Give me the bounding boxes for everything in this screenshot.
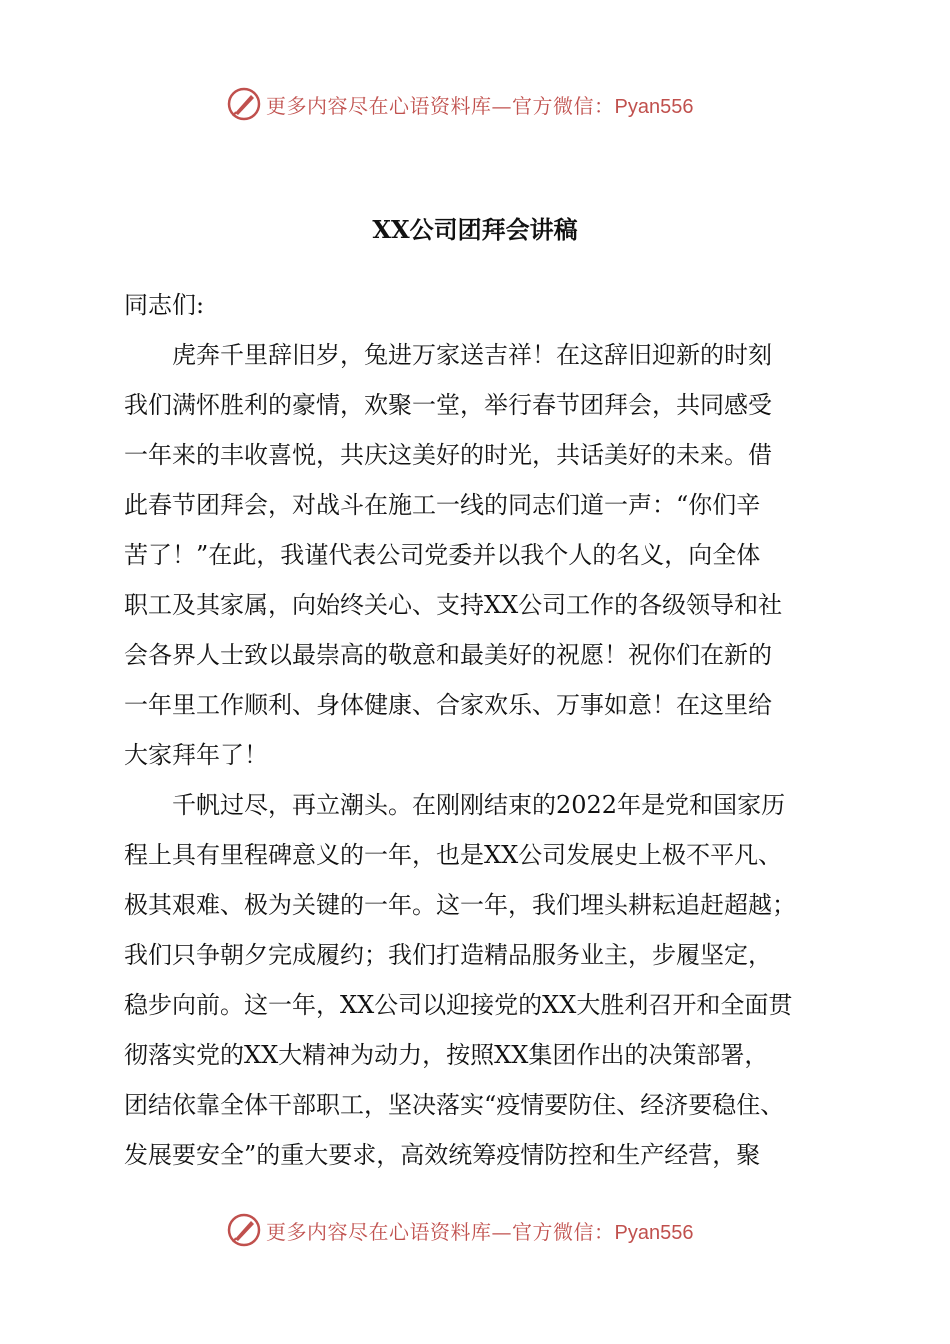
document-title: XX公司团拜会讲稿 (372, 215, 578, 244)
text-line: 彻落实党的XX大精神为动力，按照XX集团作出的决策部署， (124, 1041, 769, 1069)
text-line: 同志们: (124, 291, 205, 319)
text-line: 一年来的丰收喜悦，共庆这美好的时光，共话美好的未来。借 (124, 441, 772, 469)
text-line: 程上具有里程碑意义的一年，也是XX公司发展史上极不平凡、 (124, 841, 783, 869)
text-line: 此春节团拜会，对战斗在施工一线的同志们道一声：“你们辛 (124, 491, 761, 519)
watermark-handle: Pyan556 (614, 1221, 694, 1244)
text-line: 我们只争朝夕完成履约；我们打造精品服务业主，步履坚定， (124, 941, 772, 969)
text-line: 我们满怀胜利的豪情，欢聚一堂，举行春节团拜会，共同感受 (124, 391, 772, 419)
text-line: 团结依靠全体干部职工，坚决落实“疫情要防住、经济要稳住、 (124, 1091, 785, 1119)
text-line: 苦了！”在此，我谨代表公司党委并以我个人的名义，向全体 (124, 541, 761, 569)
text-line: 一年里工作顺利、身体健康、合家欢乐、万事如意！在这里给 (124, 691, 772, 719)
quill-logo-icon (226, 86, 262, 122)
text-line: 职工及其家属，向始终关心、支持XX公司工作的各级领导和社 (124, 591, 783, 619)
watermark-text: 更多内容尽在心语资料库—官方微信：Pyan556 (266, 1219, 694, 1244)
text-line: 发展要安全”的重大要求，高效统筹疫情防控和生产经营，聚 (124, 1141, 761, 1169)
text-line: 大家拜年了！ (124, 741, 268, 769)
document-body (124, 280, 844, 1180)
quill-logo-icon (226, 1212, 262, 1248)
text-line: 极其艰难、极为关键的一年。这一年，我们埋头耕耘追赶超越； (124, 891, 796, 919)
text-line: 稳步向前。这一年，XX公司以迎接党的XX大胜利召开和全面贯 (124, 991, 793, 1019)
text-line: 虎奔千里辞旧岁，兔进万家送吉祥！在这辞旧迎新的时刻 (124, 341, 772, 369)
watermark-handle: Pyan556 (614, 95, 694, 118)
text-line: 千帆过尽，再立潮头。在刚刚结束的2022年是党和国家历 (124, 791, 786, 819)
text-line: 会各界人士致以最崇高的敬意和最美好的祝愿！祝你们在新的 (124, 641, 772, 669)
watermark-text: 更多内容尽在心语资料库—官方微信：Pyan556 (266, 93, 694, 118)
watermark-header (226, 86, 693, 122)
watermark-footer (226, 1212, 693, 1248)
